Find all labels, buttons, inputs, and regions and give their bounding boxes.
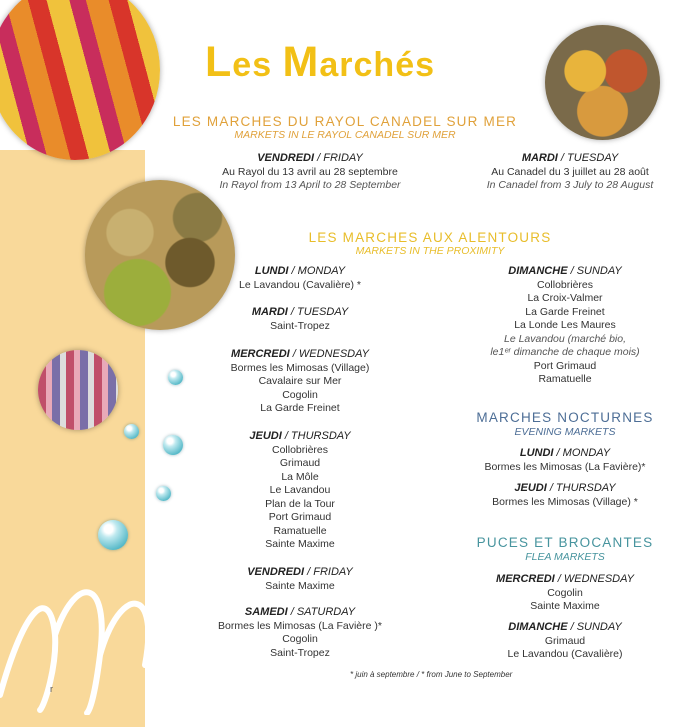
place: Sainte Maxime [530, 600, 600, 612]
alentours-thursday-block [210, 430, 390, 552]
puces-section-title: PUCES ET BROCANTES [476, 535, 654, 550]
place: La Londe Les Maures [514, 319, 616, 331]
place: Port Grimaud [533, 359, 597, 372]
place: Saint-Tropez [270, 646, 330, 659]
rayol-section-title: LES MARCHES DU RAYOL CANADEL SUR MER [172, 114, 518, 129]
textiles-photo [38, 350, 118, 430]
alentours-wednesday-block [210, 348, 390, 416]
place: Cogolin [282, 633, 318, 645]
day-heading: MARDI / TUESDAY [521, 152, 619, 164]
alentours-monday-block [210, 265, 390, 292]
place: Bormes les Mimosas (La Favière)* [484, 460, 646, 473]
day-heading: DIMANCHE / SUNDAY [508, 621, 622, 633]
alentours-section-subtitle: MARKETS IN THE PROXIMITY [355, 245, 505, 257]
decorative-m-icon [0, 545, 155, 715]
nocturnes-thursday-block [465, 482, 665, 509]
day-heading: DIMANCHE / SUNDAY [508, 265, 622, 277]
rayol-tuesday-block [460, 152, 680, 193]
bubble-icon [168, 370, 183, 385]
day-heading: SAMEDI / SATURDAY [244, 606, 356, 618]
puces-wednesday-block [465, 573, 665, 614]
place: Saint-Tropez [270, 319, 330, 332]
day-heading: MARDI / TUESDAY [251, 306, 349, 318]
place: Le Lavandou (Cavalière) [507, 648, 623, 660]
bubble-icon [98, 520, 128, 550]
place: Grimaud [544, 634, 586, 647]
produce-photo [545, 25, 660, 140]
day-heading: LUNDI / MONDAY [519, 447, 611, 459]
nocturnes-section-title: MARCHES NOCTURNES [476, 410, 654, 425]
market-line-en: In Rayol from 13 April to 28 September [219, 179, 401, 191]
place: Le Lavandou (marché bio, [504, 332, 626, 345]
place: La Môle [281, 470, 319, 483]
place: Port Grimaud [268, 511, 332, 523]
place: Sainte Maxime [265, 538, 335, 550]
place: La Garde Freinet [525, 305, 605, 318]
place: Bormes les Mimosas (Village) * [492, 495, 638, 508]
page-title: Les Marchés [205, 38, 436, 86]
nocturnes-section-subtitle: EVENING MARKETS [514, 426, 616, 438]
rayol-friday-block [200, 152, 420, 193]
market-line-en: In Canadel from 3 July to 28 August [486, 179, 654, 191]
nocturnes-monday-block [465, 447, 665, 474]
day-heading: MERCREDI / WEDNESDAY [496, 573, 634, 585]
place: le1ᵉʳ dimanche de chaque mois) [490, 346, 640, 358]
bubble-icon [163, 435, 183, 455]
place: Sainte Maxime [265, 579, 335, 592]
day-heading: MERCREDI / WEDNESDAY [231, 348, 369, 360]
place: La Garde Freinet [260, 402, 340, 414]
bubble-icon [156, 486, 171, 501]
bubble-icon [124, 424, 139, 439]
puces-sunday-block [465, 621, 665, 662]
place: Plan de la Tour [265, 497, 335, 510]
alentours-tuesday-block [210, 306, 390, 333]
day-heading: JEUDI / THURSDAY [514, 482, 616, 494]
alentours-friday-block [210, 566, 390, 593]
place: Cogolin [282, 388, 318, 401]
day-heading: LUNDI / MONDAY [254, 265, 346, 277]
place: Ramatuelle [538, 373, 592, 385]
place: Cogolin [547, 586, 583, 599]
footnote: * juin à septembre / * from June to September [350, 670, 513, 679]
day-heading: VENDREDI / FRIDAY [257, 152, 363, 164]
place: Bormes les Mimosas (Village) [230, 361, 370, 374]
place: Cavalaire sur Mer [258, 375, 342, 387]
rayol-section-subtitle: MARKETS IN LE RAYOL CANADEL SUR MER [234, 129, 456, 141]
place: Ramatuelle [273, 524, 327, 537]
alentours-sunday-block [475, 265, 655, 387]
day-heading: VENDREDI / FRIDAY [247, 566, 353, 578]
place: Collobrières [536, 278, 594, 291]
market-line: Au Canadel du 3 juillet au 28 août [491, 165, 649, 178]
day-heading: JEUDI / THURSDAY [249, 430, 351, 442]
place: La Croix-Valmer [527, 292, 603, 304]
alentours-section-title: LES MARCHES AUX ALENTOURS [308, 230, 552, 245]
place: Grimaud [279, 457, 321, 469]
puces-section-subtitle: FLEA MARKETS [525, 551, 605, 563]
corner-mark: r [50, 684, 53, 694]
place: Le Lavandou (Cavalière) * [239, 278, 361, 291]
place: Le Lavandou [269, 484, 331, 496]
place: Bormes les Mimosas (La Favière )* [218, 619, 382, 632]
place: Collobrières [271, 443, 329, 456]
alentours-saturday-block [210, 606, 390, 660]
market-line: Au Rayol du 13 avril au 28 septembre [222, 165, 398, 178]
